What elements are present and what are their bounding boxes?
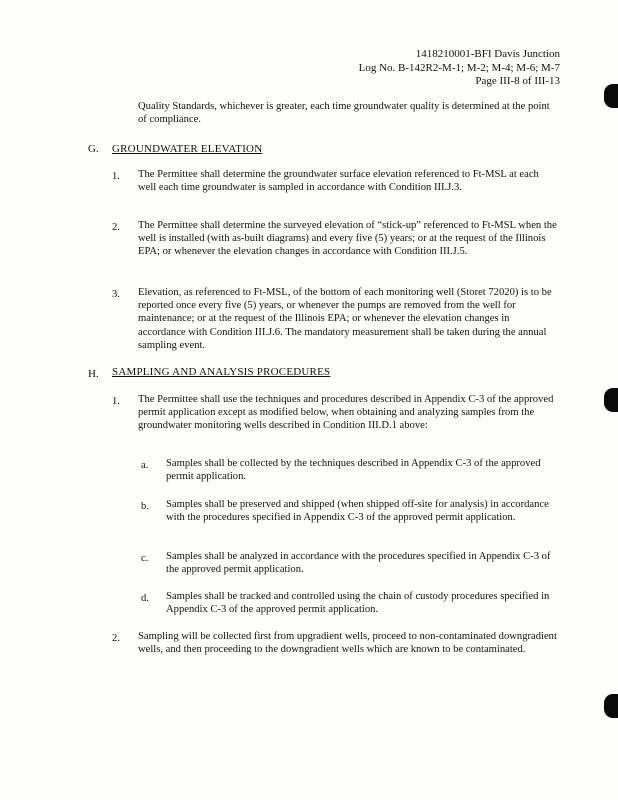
subitem-c-text: Samples shall be analyzed in accordance with the procedures specified in Appendix C-3 of the approved permit application. [166,551,551,576]
section-g-item-1-number: 1. [112,171,120,182]
header-log-number: Log No. B-142R2-M-1; M-2; M-4; M-6; M-7 [358,61,560,74]
continuation-paragraph: Quality Standards, whichever is greater, each time groundwater quality is determined at the point of compliance. [138,101,550,126]
header-page-number: Page III-8 of III-13 [475,75,560,87]
section-h-item-1-number: 1. [112,396,120,407]
subitem-a-letter: a. [141,460,149,471]
subitem-b-letter: b. [141,501,149,512]
section-h-title: SAMPLING AND ANALYSIS PROCEDURES [112,366,331,378]
section-h-item-2-number: 2. [112,633,120,644]
section-g-item-3-text: Elevation, as referenced to Ft-MSL, of the bottom of each monitoring well (Storet 72020) is to be reported once every five (5) years, or whenever the pumps are removed from the well for maintenance; or at the request of the Illinois EPA; or whenever the elevation changes in accordance with Condition III.J.6. The mandatory measurement shall be taken during the annual sampling event. [138,287,552,351]
subitem-a-text: Samples shall be collected by the techniques described in Appendix C-3 of the approved permit application. [166,458,541,483]
subitem-c-letter: c. [141,553,149,564]
binder-hole-mark [604,84,618,108]
section-g-item-1-text: The Permittee shall determine the groundwater surface elevation referenced to Ft-MSL at each well each time groundwater is sampled in accordance with Condition III.J.3. [138,169,539,194]
binder-hole-mark [604,388,618,412]
section-g-item-3-number: 3. [112,289,120,300]
section-h-item-2-text: Sampling will be collected first from upgradient wells, proceed to non-contaminated downgradient wells, and then proceeding to the downgradient wells which are known to be contaminated. [138,631,557,656]
binder-hole-mark [604,694,618,718]
section-h-item-1-text: The Permittee shall use the techniques and procedures described in Appendix C-3 of the approved permit application except as modified below, when obtaining and analyzing samples from the groundwater monitoring wells described in Condition III.D.1 above: [138,394,554,432]
header-permit-id: 1418210001-BFI Davis Junction [415,48,560,60]
section-g-letter: G. [88,143,99,155]
section-h-letter: H. [88,368,99,380]
section-g-item-2-text: The Permittee shall determine the surveyed elevation of “stick-up” referenced to Ft-MSL when the well is installed (with as-built diagrams) and every five (5) years; or at the request of the Illinois EPA; or whenever the elevation changes in accordance with Condition III.J.5. [138,220,557,258]
subitem-b-text: Samples shall be preserved and shipped (when shipped off-site for analysis) in accordance with the procedures specified in Appendix C-3 of the approved permit application. [166,499,549,524]
subitem-d-text: Samples shall be tracked and controlled using the chain of custody procedures specified in Appendix C-3 of the approved permit application. [166,591,550,616]
section-g-title: GROUNDWATER ELEVATION [112,143,263,155]
subitem-d-letter: d. [141,593,149,604]
section-g-item-2-number: 2. [112,222,120,233]
page-header [359,48,560,89]
